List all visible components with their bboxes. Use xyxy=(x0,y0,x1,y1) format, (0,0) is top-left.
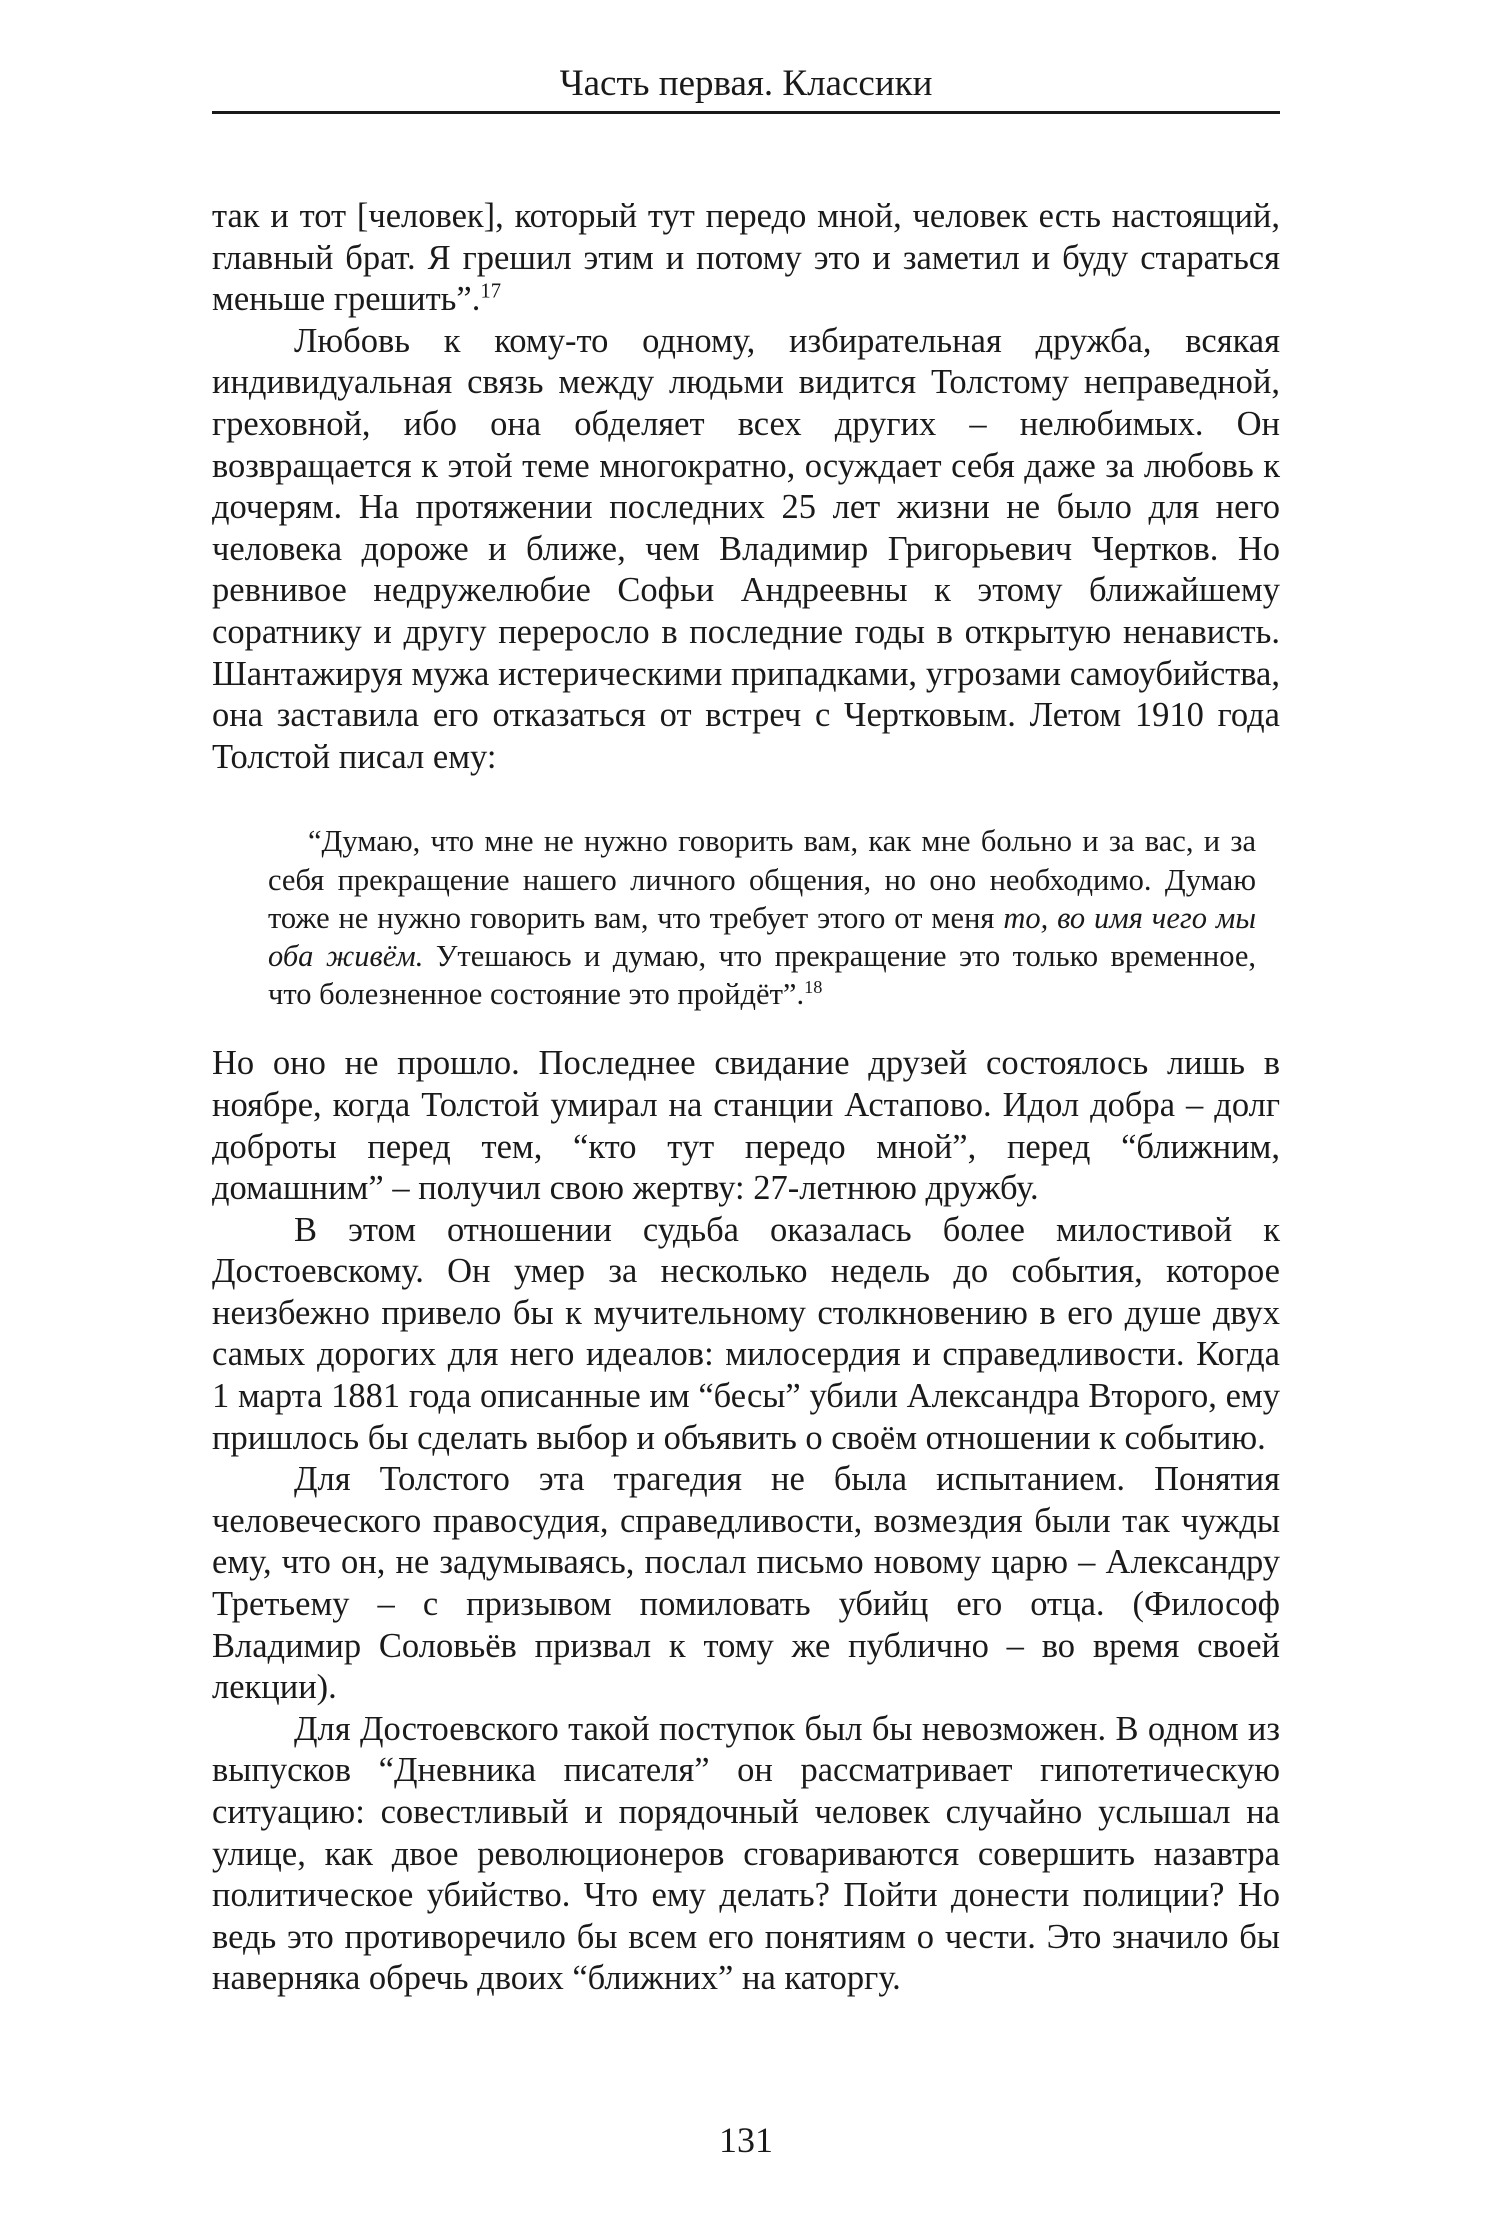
paragraph-text: так и тот [человек], который тут передо мной, человек есть настоящий, главный брат. Я грешил этим и потому это и заметил и буду стараться меньше грешить”. xyxy=(212,197,1280,319)
page-number: 131 xyxy=(719,2120,773,2160)
block-quote xyxy=(212,822,1280,1013)
quote-paragraph xyxy=(268,822,1256,1013)
paragraph xyxy=(212,1043,1280,1209)
footnote-ref-17: 17 xyxy=(480,280,502,303)
paragraph xyxy=(212,321,1280,779)
footnote-ref-18: 18 xyxy=(804,976,823,997)
paragraph-text: Для Толстого эта трагедия не была испытанием. Понятия человеческого правосудия, справедливости, возмездия были так чужды ему, что он, не задумываясь, послал письмо новому царю – Александру Третьему – с призывом помиловать убийц его отца. (Философ Владимир Соловьёв призвал к тому же публично – во время своей лекции). xyxy=(212,1460,1280,1707)
paragraph-text: Любовь к кому-то одному, избирательная дружба, всякая индивидуальная связь между людьми видится Толстому неправедной, греховной, ибо она обделяет всех других – нелюбимых. Он возвращается к этой теме многократно, осуждает себя даже за любовь к дочерям. На протяжении последних 25 лет жизни не было для него человека дороже и ближе, чем Владимир Григорьевич Чертков. Но ревнивое недружелюбие Софьи Андреевны к этому ближайшему соратнику и другу переросло в последние годы в открытую ненависть. Шантажируя мужа истерическими припадками, угрозами самоубийства, она заставила его отказаться от встреч с Чертковым. Летом 1910 года Толстой писал ему: xyxy=(212,321,1280,776)
paragraph xyxy=(212,1210,1280,1460)
running-title: Часть первая. Классики xyxy=(559,63,933,104)
quote-text-end: Утешаюсь и думаю, что прекращение это только временное, что болезненное состояние это пройдёт”. xyxy=(268,938,1256,1012)
paragraph-text: Но оно не прошло. Последнее свидание друзей состоялось лишь в ноябре, когда Толстой умирал на станции Астапово. Идол добра – долг доброты перед тем, “кто тут передо мной”, перед “ближним, домашним” – получил свою жертву: 27-летнюю дружбу. xyxy=(212,1044,1280,1208)
quote-text-start: “Думаю, что мне не нужно говорить вам, как мне больно и за вас, и за себя прекращение нашего личного общения, но оно необходимо. Думаю тоже не нужно говорить вам, что требует этого от меня xyxy=(268,824,1256,935)
paragraph-continued xyxy=(212,196,1280,321)
quote-italic-text: то, во имя чего мы оба живём. xyxy=(268,900,1256,973)
body-text xyxy=(212,196,1280,2000)
paragraph xyxy=(212,1709,1280,2000)
paragraph-text: В этом отношении судьба оказалась более милостивой к Достоевскому. Он умер за несколько недель до события, которое неизбежно привело бы к мучительному столкновению в его душе двух самых дорогих для него идеалов: милосердия и справедливости. Когда 1 марта 1881 года описанные им “бесы” убили Александра Второго, ему пришлось бы сделать выбор и объявить о своём отношении к событию. xyxy=(212,1210,1280,1457)
header-rule xyxy=(212,111,1280,114)
paragraph xyxy=(212,1459,1280,1709)
paragraph-text: Для Достоевского такой поступок был бы невозможен. В одном из выпусков “Дневника писателя” он рассматривает гипотетическую ситуацию: совестливый и порядочный человек случайно услышал на улице, как двое революционеров сговариваются совершить назавтра политическое убийство. Что ему делать? Пойти донести полиции? Но ведь это противоречило бы всем его понятиям о чести. Это значило бы наверняка обречь двоих “ближних” на каторгу. xyxy=(212,1709,1280,1998)
